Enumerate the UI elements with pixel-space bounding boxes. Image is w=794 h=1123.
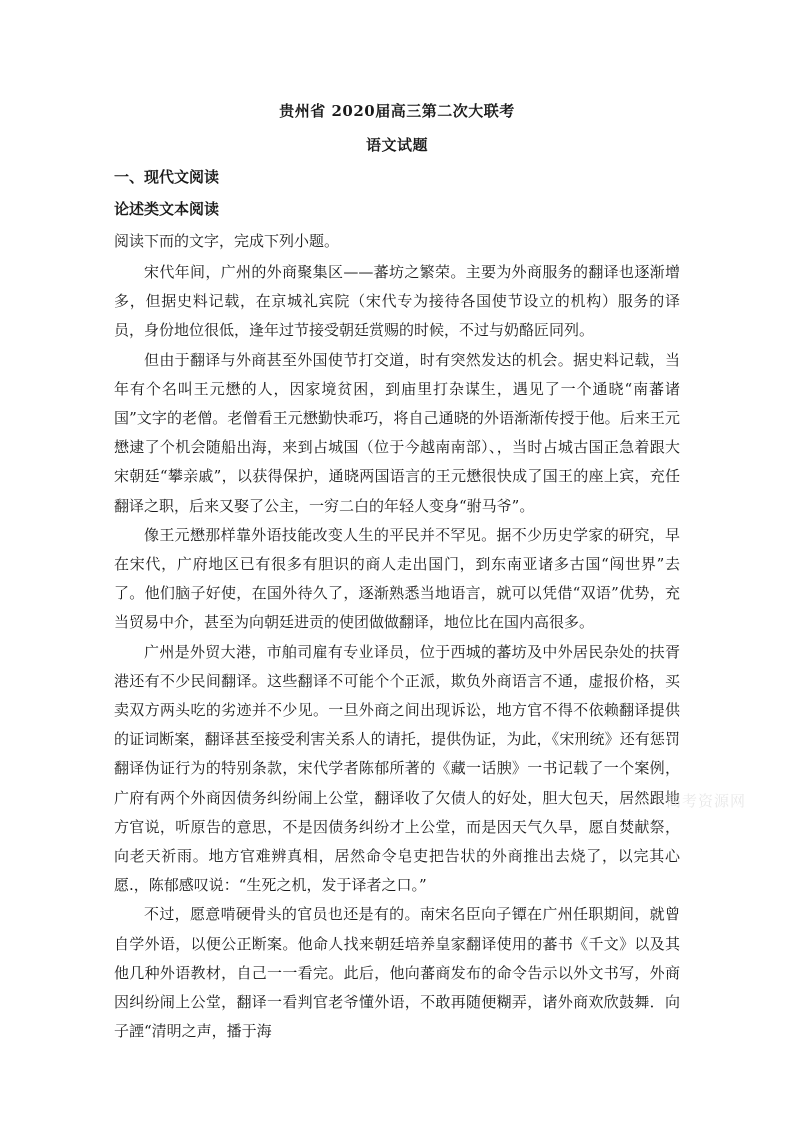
page-subtitle: 语文试题 bbox=[365, 136, 428, 154]
page-title: 贵州省 2020届高三第二次大联考 bbox=[279, 102, 515, 120]
reading-instruction: 阅读下而的文字，完成下列小题。 bbox=[114, 232, 340, 250]
article-body bbox=[114, 258, 680, 1046]
watermark: 高考资源网 bbox=[666, 792, 747, 810]
paragraph-3: 像王元懋那样靠外语技能改变人生的平民并不罕见。据不少历史学家的研究，早在宋代，广府地区已有很多有胆识的商人走出国门，到东南亚诸多古国“闯世界”去了。他们脑子好使，在国外待久了，逐渐熟悉当地语言，就可以凭借“双语”优势，充当贸易中介，甚至为向朝廷进贡的使团做做翻译，地位比在国内高很多。 bbox=[114, 525, 680, 632]
paragraph-4: 广州是外贸大港，市舶司雇有专业译员，位于西城的蕃坊及中外居民杂处的扶胥港还有不少民间翻译。这些翻译不可能个个正派，欺负外商语言不通，虚报价格，买卖双方两头吃的劣迹并不少见。一旦外商之间出现诉讼，地方官不得不依赖翻译提供的证词断案，翻译甚至接受利害关系人的请托，提供伪证，为此，《宋刑统》还有惩罚翻译伪证行为的特别条款，宋代学者陈郁所著的《藏一话腴》一书记载了一个案例，广府有两个外商因债务纠纷闹上公堂，翻译收了欠债人的好处，胆大包天，居然跟地方官说，听原告的意思，不是因债务纠纷才上公堂，而是因天气久旱，愿自焚献祭，向老天祈雨。地方官难辨真相，居然命令皂吏把告状的外商推出去烧了，以完其心愿.，陈郁感叹说：“生死之机，发于译者之口。” bbox=[114, 642, 680, 895]
paragraph-1: 宋代年间，广州的外商聚集区——蕃坊之繁荣。主要为外商服务的翻译也逐渐增多，但据史料记载，在京城礼宾院（宋代专为接待各国使节设立的机构）服务的译员，身份地位很低，逢年过节接受朝廷赏赐的时候，不过与奶酪匠同列。 bbox=[114, 263, 680, 340]
section-heading: 一、现代文阅读 bbox=[114, 168, 220, 186]
subsection-heading: 论述类文本阅读 bbox=[114, 200, 220, 218]
paragraph-5: 不过，愿意啃硬骨头的官员也还是有的。南宋名臣向子镡在广州任职期间，就曾自学外语，以便公正断案。他命人找来朝廷培养皇家翻译使用的蕃书《千文》以及其他几种外语教材，自己一一看完。此后，他向蕃商发布的命令告示以外文书写，外商因纠纷闹上公堂，翻译一看判官老爷懂外语，不敢再随便糊弄，诸外商欢欣鼓舞．向子諲“清明之声，播于海 bbox=[114, 905, 680, 1041]
paragraph-2: 但由于翻译与外商甚至外国使节打交道，时有突然发达的机会。据史料记载，当年有个名叫王元懋的人，因家境贫困，到庙里打杂谋生，遇见了一个通晓“南蕃诸国”文字的老僧。老僧看王元懋勤快乖巧，将自己通晓的外语渐渐传授于他。后来王元懋逮了个机会随船出海，来到占城国（位于今越南南部）、，当时占城古国正急着跟大宋朝廷“攀亲戚”，以获得保护，通晓两国语言的王元懋很快成了国王的座上宾，充任翻译之职，后来又娶了公主，一穷二白的年轻人变身“驸马爷”。 bbox=[114, 350, 680, 515]
